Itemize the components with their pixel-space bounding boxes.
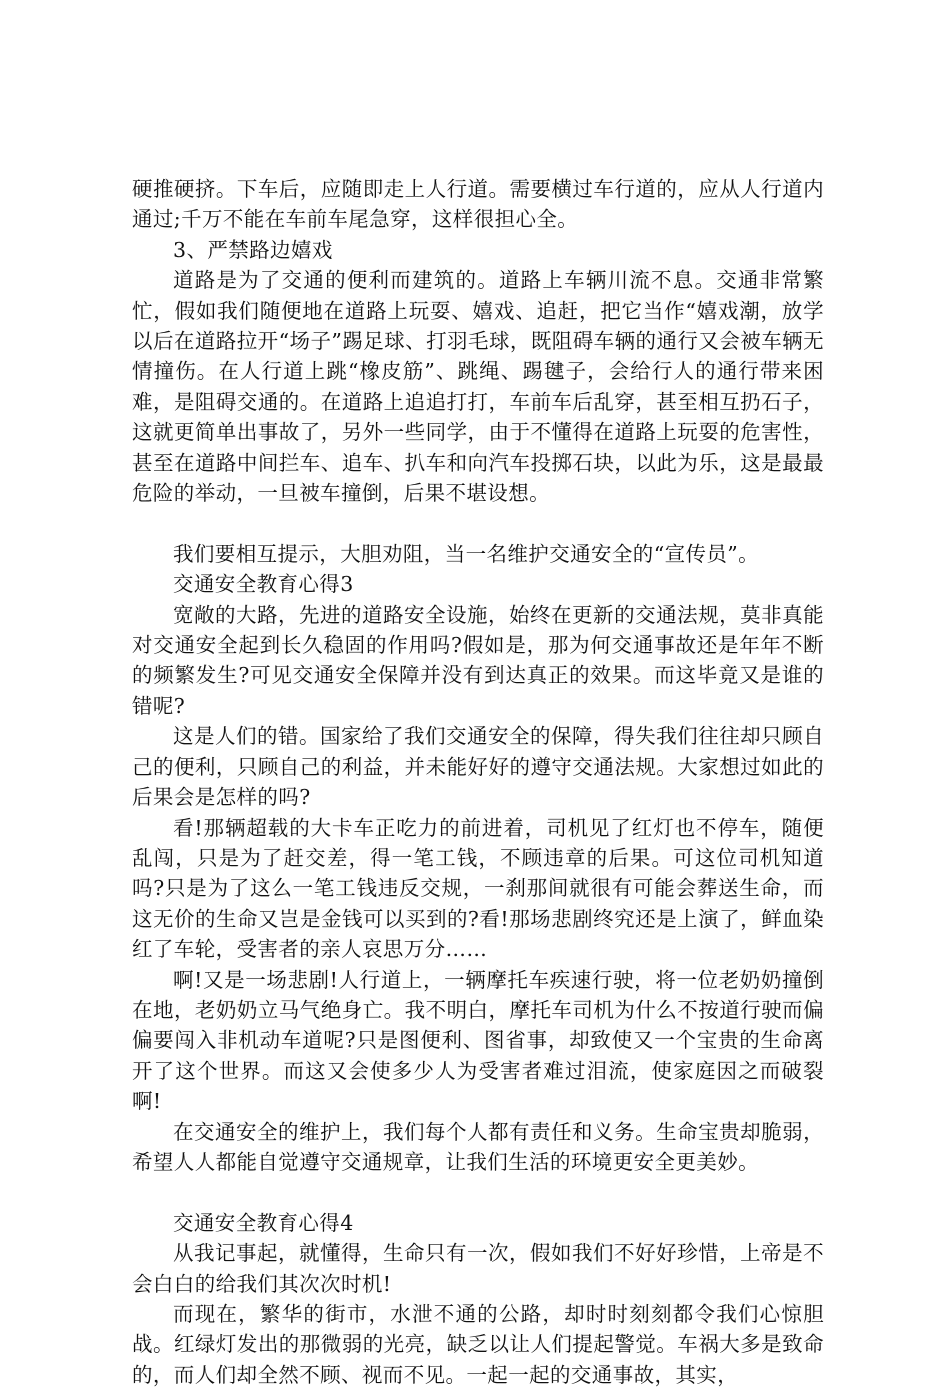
paragraph-11: 在交通安全的维护上，我们每个人都有责任和义务。生命宝贵却脆弱，希望人人都能自觉遵守交通规章，让我们生活的环境更安全更美妙。 — [132, 1119, 824, 1174]
paragraph-14: 从我记事起，就懂得，生命只有一次，假如我们不好好珍惜，上帝是不会白白的给我们其次次时机! — [132, 1241, 824, 1296]
paragraph-15: 而现在，繁华的街市，水泄不通的公路，却时时刻刻都令我们心惊胆战。红绿灯发出的那微弱的光亮，缺乏以让人们提起警觉。车祸大多是致命的，而人们却全然不顾、视而不见。一起一起的交通事故，其实， — [132, 1302, 824, 1387]
paragraph-7: 宽敞的大路，先进的道路安全设施，始终在更新的交通法规，莫非真能对交通安全起到长久稳固的作用吗?假如是，那为何交通事故还是年年不断的频繁发生?可见交通安全保障并没有到达真正的效果。而这毕竟又是谁的错呢? — [132, 602, 824, 718]
paragraph-9: 看!那辆超载的大卡车正吃力的前进着，司机见了红灯也不停车，随便乱闯，只是为了赶交差，得一笔工钱，不顾违章的后果。可这位司机知道吗?只是为了这么一笔工钱违反交规，一刹那间就很有可能会葬送生命，而这无价的生命又岂是金钱可以买到的?看!那场悲剧终究还是上演了，鲜血染红了车轮，受害者的亲人哀思万分…… — [132, 815, 824, 962]
section-heading-3: 3、严禁路边嬉戏 — [173, 237, 333, 262]
paragraph-1: 硬推硬挤。下车后，应随即走上人行道。需要横过车行道的，应从人行道内通过;千万不能在车前车尾急穿，这样很担心全。 — [132, 177, 824, 232]
paragraph-8: 这是人们的错。国家给了我们交通安全的保障，得失我们往往却只顾自己的便利，只顾自己的利益，并未能好好的遵守交通法规。大家想过如此的后果会是怎样的吗? — [132, 724, 824, 810]
paragraph-3: 道路是为了交通的便利而建筑的。道路上车辆川流不息。交通非常繁忙，假如我们随便地在道路上玩耍、嬉戏、追赶，把它当作“嬉戏潮，放学以后在道路拉开“场子”踢足球、打羽毛球，既阻碍车辆的通行又会被车辆无情撞伤。在人行道上跳“橡皮筋”、跳绳、踢毽子，会给行人的通行带来困难，是阻碍交通的。在道路上追追打打，车前车后乱穿，甚至相互扔石子，这就更简单出事故了，另外一些同学，由于不懂得在道路上玩耍的危害性，甚至在道路中间拦车、追车、扒车和向汽车投掷石块，以此为乐，这是最最危险的举动，一旦被车撞倒，后果不堪设想。 — [132, 268, 824, 506]
blank-line — [132, 1177, 824, 1207]
paragraph-10: 啊!又是一场悲剧!人行道上，一辆摩托车疾速行驶，将一位老奶奶撞倒在地，老奶奶立马气绝身亡。我不明白，摩托车司机为什么不按道行驶而偏偏要闯入非机动车道呢?只是图便利、图省事，却致使又一个宝贵的生命离开了这个世界。而这又会使多少人为受害者难过泪流，使家庭因之而破裂啊! — [132, 967, 824, 1114]
blank-line — [132, 508, 824, 538]
paragraph-5: 我们要相互提示，大胆劝阻，当一名维护交通安全的“宣传员”。 — [173, 541, 760, 566]
essay-heading-4: 交通安全教育心得4 — [173, 1210, 354, 1235]
essay-heading-3: 交通安全教育心得3 — [173, 572, 354, 597]
document-page — [132, 174, 824, 1390]
